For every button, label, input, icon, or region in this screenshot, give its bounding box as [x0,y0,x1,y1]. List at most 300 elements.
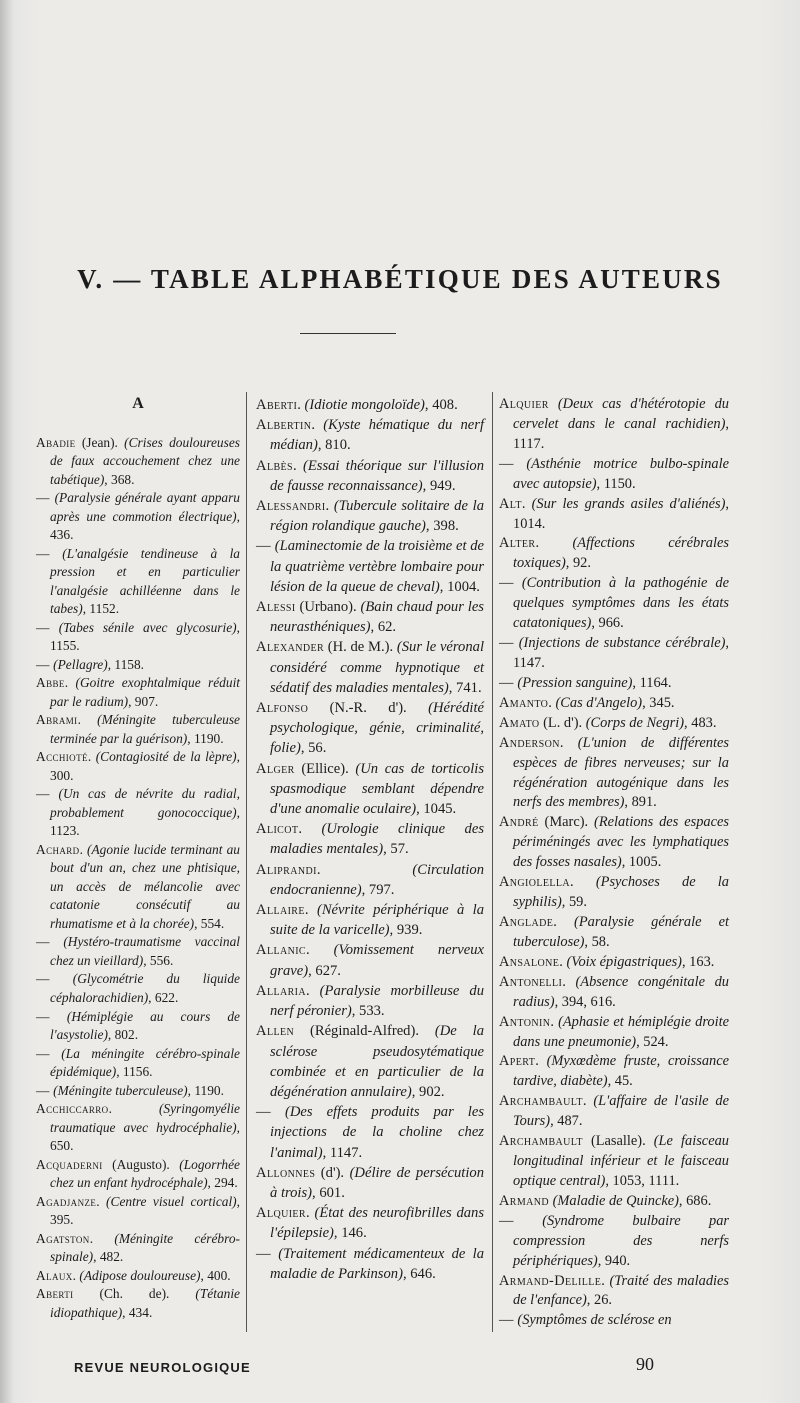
work-title: (Injections de substance cérébrale) [518,635,726,652]
index-column-2 [256,395,484,1284]
entry-detail: . [79,841,88,857]
author-name: Alicot [256,821,299,838]
title-rule [300,333,396,334]
entry-detail: . [521,495,532,512]
author-name: Alfonso [256,700,309,717]
index-entry [256,1102,484,1163]
page-refs: , 902. [411,1083,445,1100]
author-name: — [36,1008,50,1024]
index-entry [499,674,729,694]
page-refs: , 939. [389,922,423,939]
index-entry [256,637,484,698]
entry-detail [50,620,59,635]
page-refs: , 398. [425,518,459,535]
index-entry [36,619,240,656]
work-title: (Contribution à la pathogénie de quelques symptômes dans les états catatoniques) [513,575,729,632]
entry-detail: . [89,1230,115,1246]
author-name: Anglade [499,913,554,930]
page-refs: , 1053, 1111. [605,1172,680,1189]
entry-detail: . [550,1013,559,1030]
index-entry [499,1013,729,1053]
page-refs: , 58. [584,933,610,950]
page-refs: , 797. [361,881,395,898]
index-entry [36,970,240,1007]
page-refs: , 650. [50,1119,240,1154]
work-title: (Un cas de torticolis spasmodique semblant dépendre d'une anomalie oculaire) [270,760,484,818]
author-name: Acchiccarro [36,1101,109,1117]
entry-detail: (Réginald-Alfred). [294,1023,435,1040]
index-entry [499,953,729,973]
page-refs: , 1045. [416,801,457,818]
index-entry [499,534,729,574]
work-title: (Maladie de Quincke) [552,1192,679,1209]
author-name: Armand [499,1192,550,1209]
index-entry [36,656,240,675]
page-refs: , 646. [402,1265,436,1282]
entry-detail: (Marc). [538,814,595,831]
page-refs: , 300. [50,749,240,783]
entry-detail: (Jean). [75,434,125,450]
author-name: — [36,490,50,506]
index-entry [36,1193,240,1230]
page-refs: , 57. [383,841,409,858]
work-title: (Affections cérébrales toxiques) [513,535,729,572]
author-name: Allaria [256,982,306,999]
work-title: (Idiotie mongoloïde) [304,397,425,413]
author-name: André [499,814,539,831]
page-refs: , 1150. [596,475,636,492]
entry-detail: . [306,982,320,999]
author-name: Abadie [36,434,76,450]
entry-detail [549,396,558,412]
work-title: (Voix épigastriques) [566,953,682,970]
index-entry [499,1132,729,1192]
work-title: (Laminectomie de la troisième et de la quatrième vertèbre lombaire pour lésion de la queue de cheval) [270,538,484,595]
entry-detail: (d'). [315,1164,350,1181]
index-entry [36,1156,240,1193]
index-entry [256,1021,484,1102]
page-refs: , 368. [104,471,135,487]
author-name: Ansalone [499,953,560,970]
work-title: (Méningite tuberculeuse) [53,1082,188,1098]
page-refs: , 1155. [50,619,240,654]
index-entry [499,574,729,634]
entry-detail [514,1213,542,1229]
author-name: Acquaderni [36,1156,103,1172]
work-title: (Pression sanguine) [517,674,633,691]
page-refs: , 533. [351,1003,385,1020]
index-entry [499,395,729,455]
entry-detail [514,456,527,472]
entry-detail: . [570,874,596,891]
page-refs: , 1156. [116,1064,153,1080]
work-title: (Myxœdème fruste, croissance tardive, diabète) [513,1053,729,1090]
author-name: — [499,1212,514,1229]
work-title: (Paralysie morbilleuse du nerf péronier) [270,982,484,1020]
page-refs: , 26. [586,1292,612,1309]
entry-detail: (Lasalle). [582,1133,654,1150]
index-entry [499,813,729,873]
entry-detail: . [562,973,576,990]
entry-detail: (L. d'). [539,714,586,731]
journal-footer: REVUE NEUROLOGIQUE [74,1360,251,1375]
section-letter: A [132,395,144,412]
entry-detail: (Augusto). [102,1156,180,1172]
work-title: (Pellagre) [53,656,108,672]
index-entry [36,434,240,490]
author-name: Aberti [36,1286,74,1302]
work-title: (Méningite tuberculeuse terminée par la guérison) [50,712,240,746]
page-refs: , 146. [333,1225,367,1242]
entry-detail: (H. de M.). [324,639,397,656]
entry-detail [50,1046,62,1061]
index-entry [256,981,484,1021]
work-title: (Deux cas d'hétérotopie du cervelet dans le canal rachidien) [513,396,729,432]
author-name: — [499,1312,514,1329]
index-entry [36,1100,240,1156]
page-refs: , 92. [565,555,591,572]
author-name: Antonin [499,1013,551,1030]
work-title: (Essai théorique sur l'illusion de fausse reconnaissance) [270,457,485,494]
entry-detail [514,575,522,591]
author-name: Allonnes [256,1164,316,1181]
work-title: (Paralysie générale et tuberculose) [513,913,730,950]
page-refs: , 1190. [187,1082,224,1098]
work-title: (Cas d'Angelo) [555,694,643,711]
author-name: — [499,674,514,691]
page-refs: , 487. [550,1113,583,1130]
work-title: (Bain chaud pour les neurasthéniques) [270,599,484,636]
page-refs: , 601. [312,1184,345,1201]
index-entry [499,455,729,495]
entry-detail: . [298,821,322,838]
index-entry [499,634,729,674]
index-entry [256,698,484,759]
work-title: (Circulation endocranienne) [270,861,484,898]
author-name: Albès [256,457,293,474]
index-entry [256,395,484,415]
index-entry [36,489,240,545]
page-refs: , 163. [681,953,715,970]
page-refs: , 1164. [632,674,672,691]
work-title: (État des neurofibrilles dans l'épilepsie) [270,1205,485,1242]
entry-detail: . [77,712,98,728]
page-refs: , 627. [308,962,341,979]
entry-detail: . [548,694,556,711]
author-name: — [256,1245,271,1262]
author-name: — [36,786,50,802]
work-title: (Relations des espaces périméningés avec les lymphatiques des fosses nasales) [513,814,729,871]
index-entry [499,734,729,814]
author-name: Amanto [499,694,549,711]
index-entry [499,694,729,714]
page-refs: , 622. [148,989,179,1005]
author-name: — [36,1082,50,1098]
entry-detail: . [304,902,317,919]
column-divider [246,392,247,1332]
index-entry [36,711,240,748]
author-name: Aliprandi [256,861,317,878]
column-divider [492,392,493,1332]
index-entry [256,536,484,597]
index-entry [256,1203,484,1243]
page-refs: , 1123. [50,804,240,839]
index-entry [256,940,484,980]
work-title: (L'affaire de l'asile de Tours) [513,1093,729,1130]
entry-detail [50,546,62,561]
author-name: Abbe [36,675,65,691]
author-name: Amato [499,714,540,731]
author-name: — [36,656,50,672]
work-title: (La méningite cérébro-spinale épidémique) [50,1045,240,1080]
entry-detail [50,971,73,986]
entry-detail: . [535,535,573,552]
page-title: V. — TABLE ALPHABÉTIQUE DES AUTEURS [77,264,723,294]
work-title: (Hérédité psychologique, génie, criminalité, folie) [270,700,484,757]
index-entry [36,1267,240,1286]
entry-detail: (Ch. de). [73,1286,196,1302]
entry-detail: . [559,953,567,970]
page-refs: , 483. [684,714,717,731]
page-refs: , 59. [561,894,587,911]
work-title: (Méningite cérébro-spinale) [50,1230,240,1265]
index-entry [36,1230,240,1267]
index-column-3 [499,395,729,1331]
page-refs: , 1117. [513,415,729,452]
page-refs: , 1158. [107,656,145,672]
index-entry [36,785,240,841]
page-refs: , 940. [597,1252,631,1269]
index-entry [499,1092,729,1132]
index-entry [36,1082,240,1101]
work-title: (Traitement médicamenteux de la maladie de Parkinson) [270,1245,484,1282]
entry-detail: . [306,1205,315,1222]
page-refs: , 556. [143,952,174,968]
index-entry [256,496,484,536]
work-title: (Asthénie motrice bulbo-spinale avec autopsie) [513,455,729,492]
entry-detail: (Ellice). [294,760,356,777]
page-refs: , 395. [50,1193,240,1228]
entry-detail: . [311,417,324,434]
page-refs: , 1005. [621,854,662,871]
author-name: Albertin [256,417,312,434]
index-entry [36,1008,240,1045]
entry-detail: (N.-R. d'). [308,700,429,717]
work-title: (Adipose douloureuse) [79,1267,201,1283]
entry-detail: . [96,1193,107,1209]
author-name: Anderson [499,734,560,751]
entry-detail: . [553,913,575,930]
index-entry [499,973,729,1013]
index-entry [499,1052,729,1092]
index-entry [499,873,729,913]
page-refs: , 554. [194,915,225,931]
work-title: (Vomissement nerveux grave) [270,942,484,979]
author-name: Alquier [499,396,549,412]
author-name: Alter [499,535,536,552]
index-entry [256,759,484,820]
page-refs: , 1147. [322,1144,363,1161]
entry-detail: . [293,457,303,474]
page-refs: , 56. [300,740,327,757]
page-number: 90 [636,1354,654,1374]
index-entry [499,1192,729,1212]
author-name: Abrami [36,712,78,728]
entry-detail: . [582,1093,594,1110]
index-entry [256,1244,484,1284]
work-title: (Aphasie et hémiplégie droite dans une pneumonie) [513,1013,729,1050]
author-name: Alaux [36,1267,73,1283]
work-title: (L'analgésie tendineuse à la pression et en particulier l'analgésie achilléenne dans le tabes) [50,545,240,617]
page-refs: , 62. [370,619,397,636]
work-title: (Sur le véronal considéré comme hypnotique et sédatif des maladies mentales) [270,639,484,696]
index-entry [256,597,484,637]
author-name: Archambault [499,1133,583,1150]
work-title: (Absence congénitale du radius) [513,973,729,1010]
work-title: (Des effets produits par les injections de la choline chez l'animal) [270,1104,484,1161]
page-refs: , 1004. [439,578,480,595]
work-title: (Un cas de névrite du radial, probablement gonococcique) [50,786,240,820]
index-entry [499,495,729,535]
page-refs: , 434. [122,1304,153,1320]
entry-detail: . [559,734,578,751]
work-title: (Le faisceau longitudinal inférieur et le faisceau optique central) [513,1133,729,1189]
index-entry [36,933,240,970]
author-name: Allanic [256,942,306,959]
author-name: — [36,934,50,950]
index-entry [256,900,484,940]
author-name: Armand-Delille [499,1272,602,1289]
entry-detail [50,786,59,801]
author-name: Agatston [36,1230,90,1246]
author-name: Alquier [256,1205,306,1222]
entry-detail [50,1009,67,1024]
entry-detail: . [601,1272,610,1289]
index-entry [36,748,240,785]
page-refs: , 394, 616. [554,993,616,1010]
entry-detail: . [306,942,334,959]
author-name: Agadjanze [36,1193,97,1209]
author-name: Angiolella [499,874,571,891]
page-refs: , 408. [424,397,458,413]
work-title: (Agonie lucide terminant au bout d'un an, chez une phtisique, un accès de mélancolie avec catatonie consécutif au rhumatisme et à la chorée) [50,841,240,931]
page-refs: , 741. [448,679,482,696]
work-title: (Syndrome bulbaire par compression des nerfs périphériques) [513,1212,729,1269]
work-title: (De la sclérose pseudosytématique combinée et en particulier de la dégénération annulaire) [270,1023,484,1100]
work-title: (Kyste hématique du nerf médian) [270,417,485,454]
author-name: Allaire [256,902,305,919]
work-title: (L'union de différentes espèces de fibres nerveuses; sur la régénération autogénique dans les nerfs des membres) [513,734,729,811]
entry-detail: . [108,1101,159,1117]
page-refs: , 686. [678,1192,712,1209]
entry-detail: . [87,749,96,765]
page-refs: , 966. [591,615,624,632]
index-entry [256,819,484,859]
entry-detail: (Urbano). [295,599,361,616]
work-title: (Urologie clinique des maladies mentales) [270,821,484,858]
work-title: (Syringomyélie traumatique avec hydrocéphalie) [50,1101,240,1135]
page-refs: , 436. [50,508,240,543]
work-title: (Psychoses de la syphilis) [513,874,729,911]
page-refs: , 1152. [82,601,120,617]
entry-detail [271,1104,285,1120]
work-title: (Symptômes de sclérose en [517,1312,672,1329]
entry-detail: . [72,1267,80,1283]
author-name: Apert [499,1053,536,1070]
work-title: (Tétanie idiopathique) [50,1286,240,1320]
entry-detail: . [297,397,305,413]
entry-detail: . [316,861,413,878]
index-entry [499,1311,729,1331]
page-refs: , 482. [93,1249,124,1265]
work-title: (Goitre exophtalmique réduit par le radium) [50,675,241,709]
index-entry [499,714,729,734]
index-entry [36,545,240,619]
work-title: (Corps de Negri) [585,714,685,731]
author-name: — [256,538,271,555]
index-entry [256,456,484,496]
author-name: — [499,575,514,592]
author-name: Alessi [256,599,296,616]
page-refs: , 45. [607,1073,633,1090]
work-title: (Névrite périphérique à la suite de la varicelle) [270,902,485,939]
page-refs: , 1147. [513,635,729,671]
page-refs: , 294. [207,1175,238,1191]
page-refs: , 345. [642,694,675,711]
page-refs: , 400. [200,1267,231,1283]
work-title: (Contagiosité de la lèpre) [95,749,237,765]
entry-detail [50,934,64,949]
work-title: (Délire de persécution à trois) [270,1164,484,1201]
author-name: Alger [256,760,295,777]
index-entry [36,841,240,934]
author-name: — [36,971,50,987]
author-name: Antonelli [499,973,563,990]
index-column-1 [36,395,240,1322]
page-refs: , 1014. [513,495,729,532]
author-name: Alt [499,495,522,512]
index-entry [36,674,240,711]
author-name: — [36,1045,50,1061]
index-entry [36,1045,240,1082]
work-title: (Sur les grands asiles d'aliénés) [531,495,726,512]
work-title: (Tubercule solitaire de la région rolandique gauche) [270,498,484,535]
author-name: — [36,619,50,635]
index-entry [499,913,729,953]
index-entry [256,415,484,455]
entry-detail: . [325,498,334,515]
entry-detail: . [64,675,76,691]
index-entry [499,1212,729,1272]
work-title: (Hémiplégie au cours de l'asystolie) [50,1008,240,1043]
work-title: (Tabes sénile avec glycosurie) [58,619,237,635]
work-title: (Logorrhée chez un enfant hydrocéphale) [50,1156,240,1191]
page-refs: , 907. [128,693,159,709]
index-entry [256,860,484,900]
index-entry [499,1272,729,1312]
work-title: (Paralysie générale ayant apparu après une commotion électrique) [50,490,240,524]
author-name: Archambault [499,1093,583,1110]
entry-detail: . [535,1053,547,1070]
page-refs: , 524. [636,1033,669,1050]
page-refs: , 802. [107,1027,139,1043]
work-title: (Glycométrie du liquide céphalorachidien) [50,971,240,1005]
work-title: (Crises douloureuses de faux accouchement chez une tabétique) [50,434,240,487]
author-name: — [499,455,514,472]
work-title: (Traité des maladies de l'enfance) [513,1272,729,1309]
author-name: Acchioté [36,749,88,765]
author-name: — [499,635,514,652]
